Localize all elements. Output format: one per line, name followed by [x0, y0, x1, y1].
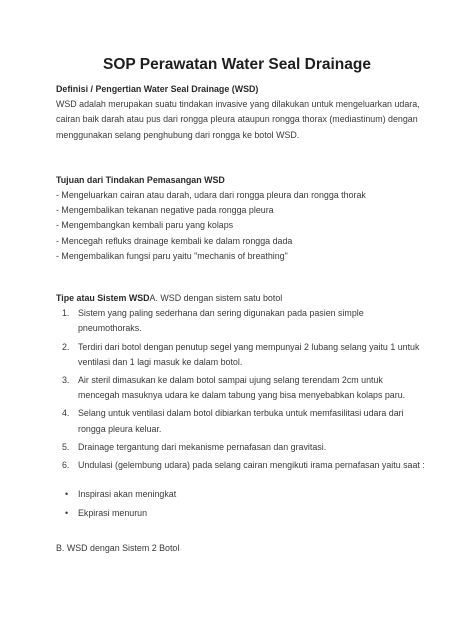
types-heading: Tipe atau Sistem WSD: [56, 293, 150, 304]
objective-item: - Mengembalikan fungsi paru yaitu "mechanis of breathing": [56, 250, 288, 261]
bullet-text: Inspirasi akan meningkat: [78, 489, 177, 500]
list-item-text: Sistem yang paling sederhana dan sering digunakan pada pasien simple pneumothoraks.: [78, 308, 364, 334]
bullet-icon: •: [65, 489, 69, 500]
bullet-text: Ekpirasi menurun: [78, 508, 148, 519]
list-item-text: Drainage tergantung dari mekanisme pernafasan dan gravitasi.: [78, 441, 327, 452]
list-item-number: 6.: [62, 460, 70, 471]
list-item: [62, 373, 426, 403]
types-heading-line: [56, 291, 426, 306]
definition-heading: Definisi / Pengertian Water Seal Drainage (WSD): [56, 84, 259, 94]
list-item-number: 1.: [62, 308, 70, 319]
document-body: [56, 82, 426, 556]
list-item: [62, 406, 426, 436]
objectives-heading: Tujuan dari Tindakan Pemasangan WSD: [56, 174, 225, 185]
list-item: [62, 440, 426, 455]
bullet-item: [65, 487, 426, 502]
list-item-number: 2.: [62, 341, 70, 352]
section-b-heading: B. WSD dengan Sistem 2 Botol: [56, 542, 180, 553]
list-item: [62, 306, 426, 336]
types-section: [56, 291, 426, 556]
objectives-section: [56, 173, 426, 264]
page-title: SOP Perawatan Water Seal Drainage: [103, 56, 371, 73]
objective-item: - Mengeluarkan cairan atau darah, udara dari rongga pleura dan rongga thorak: [56, 190, 366, 201]
bullet-item: [65, 506, 426, 521]
list-item-text: Air steril dimasukan ke dalam botol sampai ujung selang terendam 2cm untuk mencegah masuknya udara ke dalam tabung yang bisa menyebabkan kolaps paru.: [78, 375, 406, 401]
definition-text: WSD adalah merupakan suatu tindakan invasive yang dilakukan untuk mengeluarkan udara, cairan baik darah atau pus dari rongga pleura ataupun rongga thorax (mediastinum) dengan menggunakan selang penghubung dari rongga ke botol WSD.: [56, 99, 420, 140]
list-item-number: 3.: [62, 375, 70, 386]
objective-item: - Mengembangkan kembali paru yang kolaps: [56, 220, 234, 231]
list-item: [62, 458, 426, 473]
list-item-number: 4.: [62, 408, 70, 419]
list-item-text: Selang untuk ventilasi dalam botol dibiarkan terbuka untuk memfasilitasi udara dari rongga pleura keluar.: [78, 408, 404, 434]
list-item-number: 5.: [62, 441, 70, 452]
list-item-text: Terdiri dari botol dengan penutup segel yang mempunyai 2 lubang selang yaitu 1 untuk ventilasi dan 1 lagi masuk ke dalam botol.: [78, 341, 420, 367]
definition-section: [56, 82, 426, 143]
numbered-list: [56, 306, 426, 473]
list-item: [62, 340, 426, 370]
bullet-icon: •: [65, 508, 69, 519]
bullet-list: [56, 487, 426, 521]
list-item-text: Undulasi (gelembung udara) pada selang cairan mengikuti irama pernafasan yaitu saat :: [78, 460, 425, 471]
objective-item: - Mengembalikan tekanan negative pada rongga pleura: [56, 205, 274, 216]
objective-item: - Mencegah refluks drainage kembali ke dalam rongga dada: [56, 235, 293, 246]
types-subheading: A. WSD dengan sistem satu botol: [149, 293, 283, 304]
